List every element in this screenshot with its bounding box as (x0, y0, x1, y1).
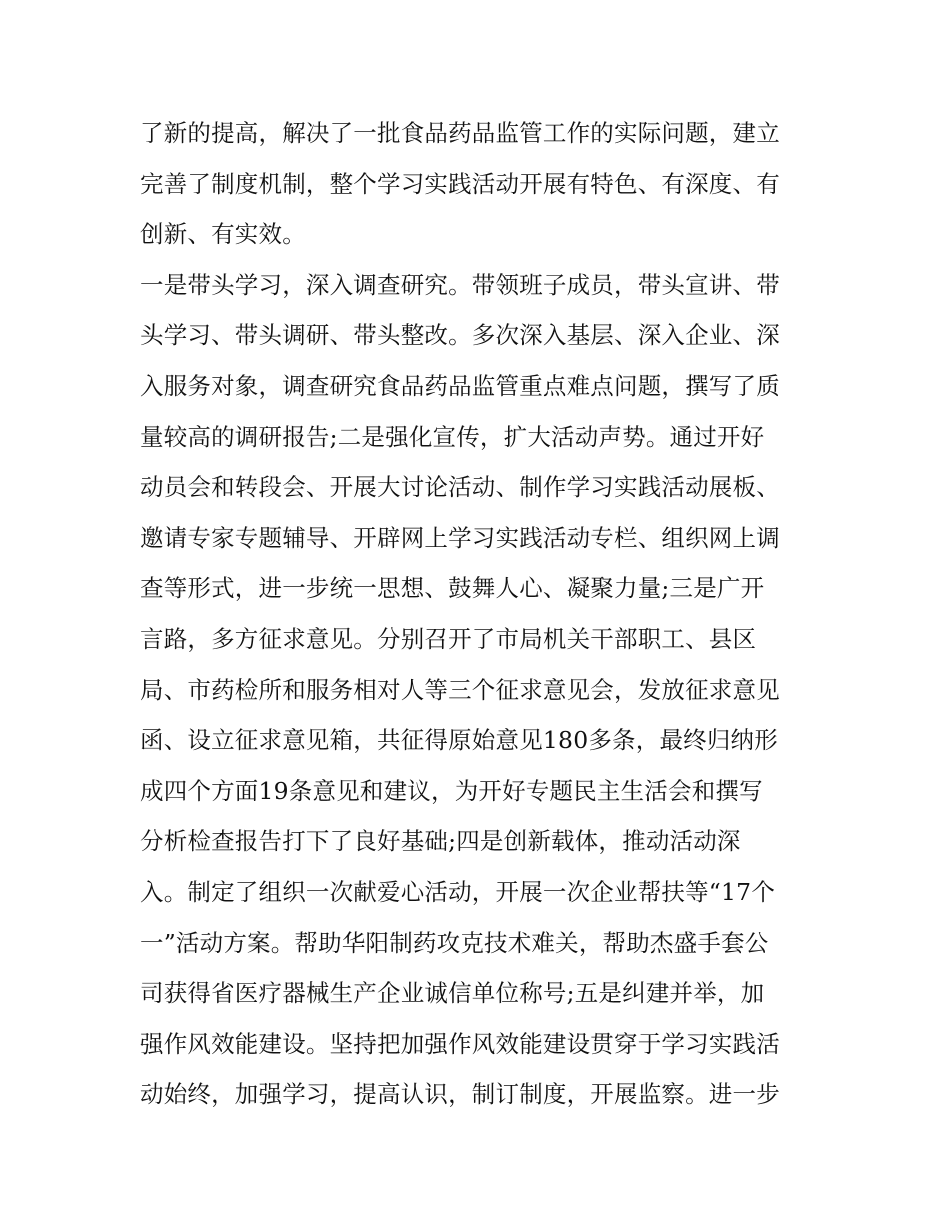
text-line: 头学习、带头调研、带头整改。多次深入基层、深入企业、深 (140, 321, 780, 350)
text-line: 了新的提高，解决了一批食品药品监管工作的实际问题，建立 (140, 119, 780, 147)
text-line: 成四个方面19条意见和建议，为开好专题民主生活会和撰写 (140, 776, 763, 805)
text-line: 局、市药检所和服务相对人等三个征求意见会，发放征求意见 (140, 675, 780, 704)
text-line: 完善了制度机制，整个学习实践活动开展有特色、有深度、有 (140, 169, 780, 198)
text-line: 查等形式，进一步统一思想、鼓舞人心、凝聚力量;三是广开 (140, 574, 765, 603)
document-body (140, 108, 820, 1120)
text-line: 司获得省医疗器械生产企业诚信单位称号;五是纠建并举，加 (140, 979, 765, 1008)
text-line: 函、设立征求意见箱，共征得原始意见180多条，最终归纳形 (140, 726, 778, 755)
text-line: 创新、有实效。 (140, 220, 306, 249)
text-line: 强作风效能建设。坚持把加强作风效能建设贯穿于学习实践活 (140, 1029, 780, 1058)
text-line: 动始终，加强学习，提高认识，制订制度，开展监察。进一步 (140, 1080, 780, 1109)
text-line: 一”活动方案。帮助华阳制药攻克技术难关，帮助杰盛手套公 (140, 928, 769, 957)
text-line: 入服务对象，调查研究食品药品监管重点难点问题，撰写了质 (140, 371, 780, 400)
text-line: 邀请专家专题辅导、开辟网上学习实践活动专栏、组织网上调 (140, 523, 780, 552)
text-line: 言路，多方征求意见。分别召开了市局机关干部职工、县区 (140, 624, 757, 653)
text-line: 分析检查报告打下了良好基础;四是创新载体，推动活动深 (140, 827, 741, 856)
text-line: 动员会和转段会、开展大讨论活动、制作学习实践活动展板、 (140, 473, 780, 502)
text-line: 入。制定了组织一次献爱心活动，开展一次企业帮扶等“17个 (140, 877, 776, 906)
text-line: 量较高的调研报告;二是强化宣传，扩大活动声势。通过开好 (140, 422, 765, 451)
text-line: 一是带头学习，深入调查研究。带领班子成员，带头宣讲、带 (140, 270, 780, 299)
